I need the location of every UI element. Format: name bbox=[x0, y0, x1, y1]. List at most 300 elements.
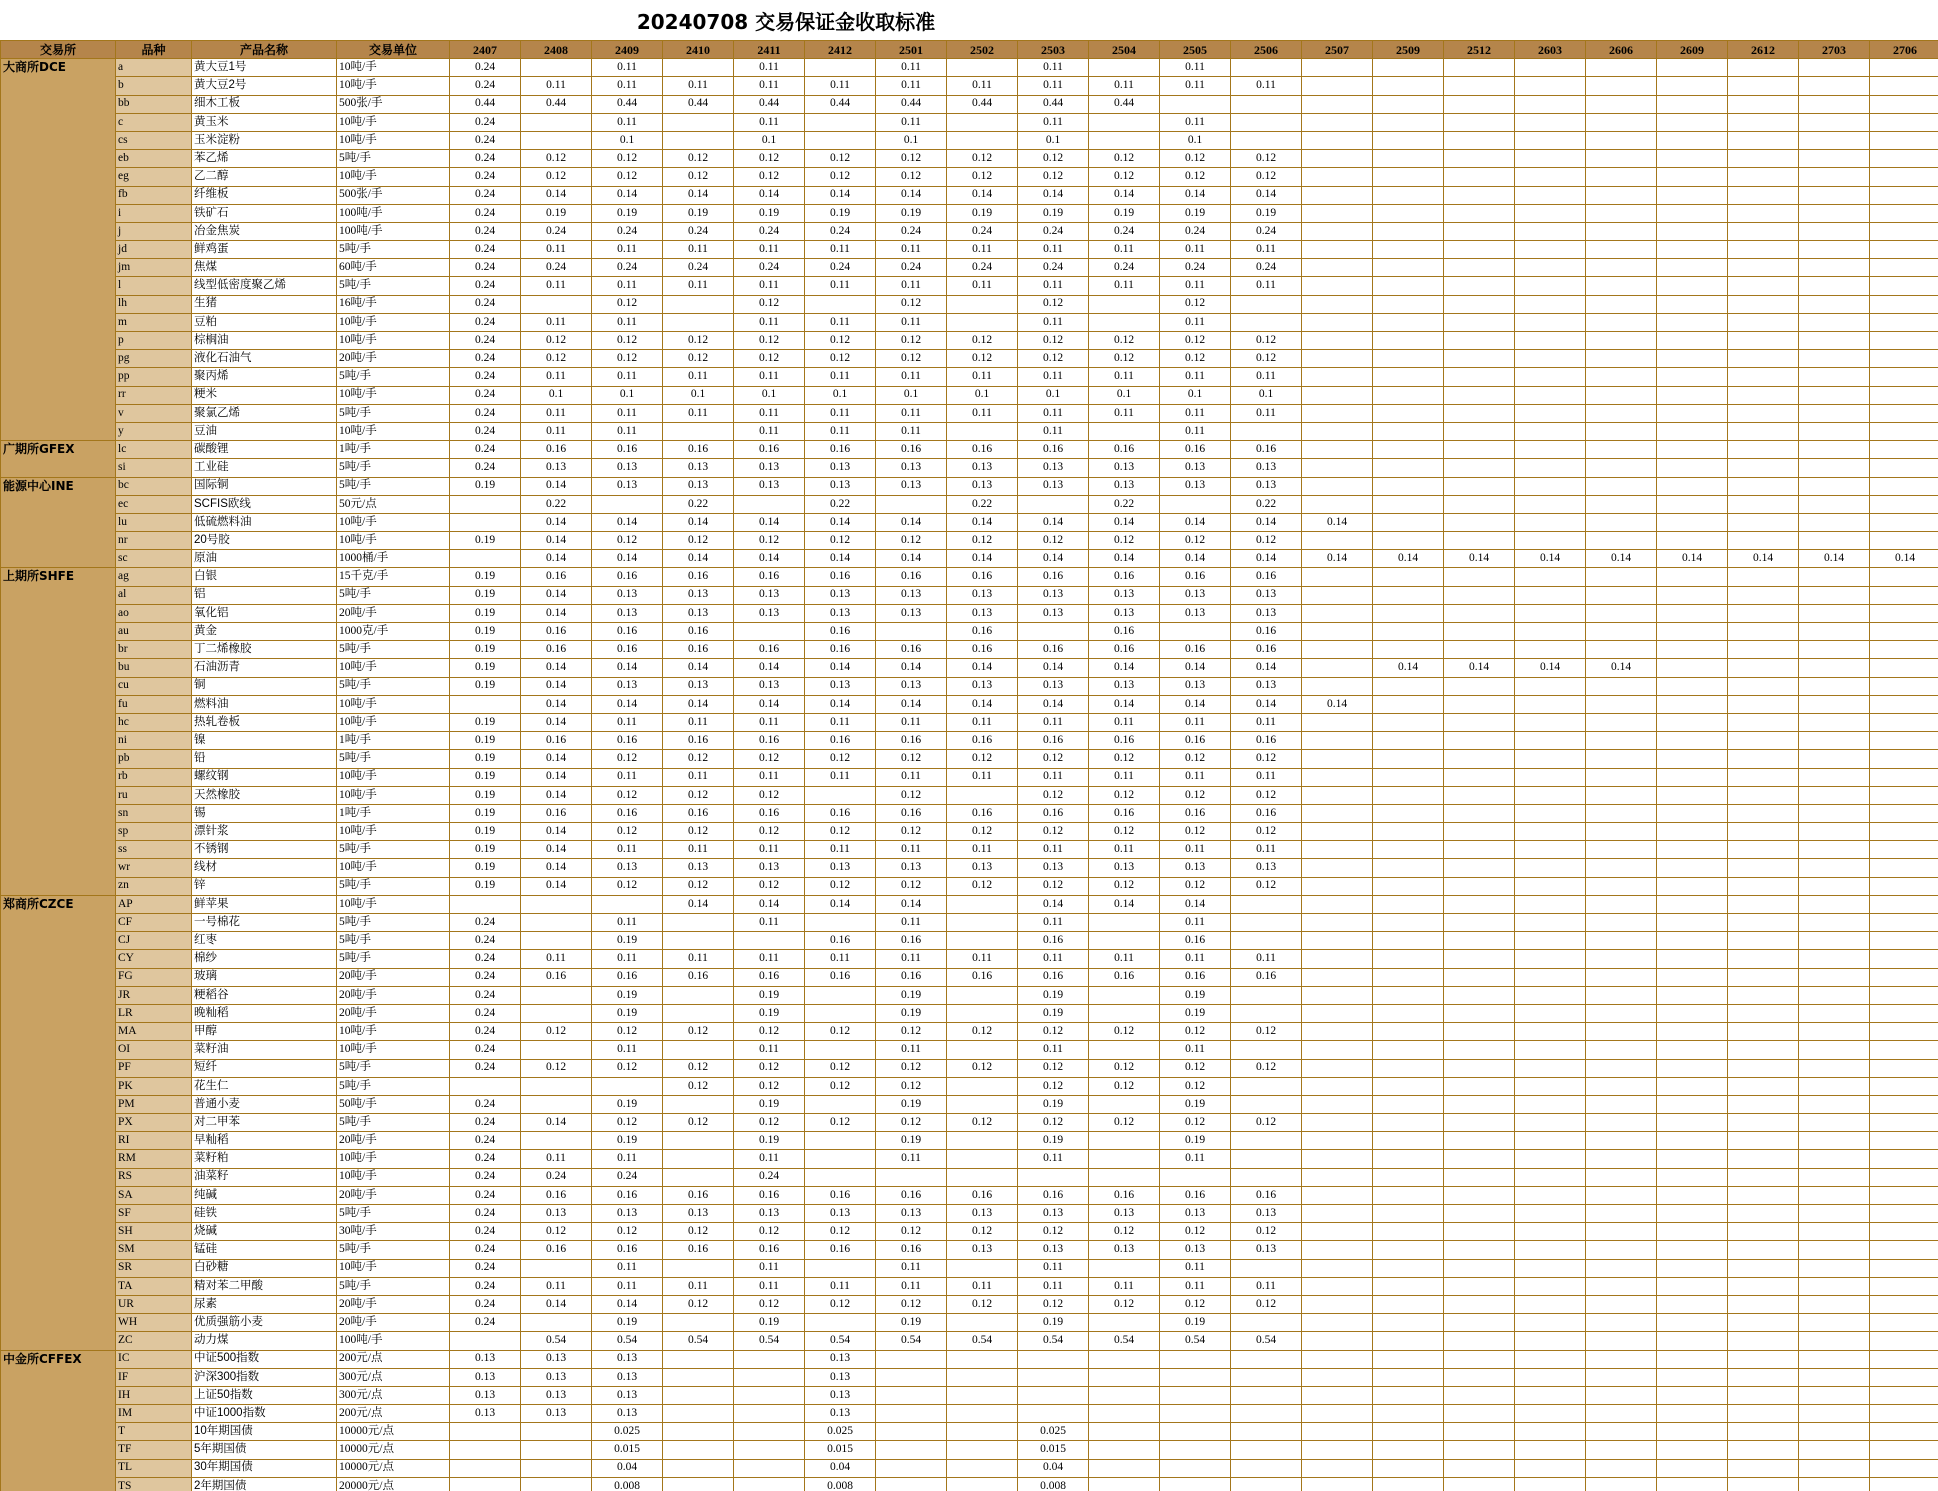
margin-value-cell bbox=[1018, 495, 1089, 513]
margin-value-cell bbox=[876, 1350, 947, 1368]
margin-value-cell bbox=[1160, 1477, 1231, 1491]
product-name-cell: 粳米 bbox=[192, 386, 337, 404]
margin-value-cell: 0.11 bbox=[663, 368, 734, 386]
margin-value-cell bbox=[1799, 1114, 1870, 1132]
margin-value-cell: 0.14 bbox=[1586, 659, 1657, 677]
margin-value-cell: 0.19 bbox=[734, 1004, 805, 1022]
product-name-cell: 纯碱 bbox=[192, 1186, 337, 1204]
margin-value-cell: 0.12 bbox=[1089, 350, 1160, 368]
margin-value-cell: 0.14 bbox=[1444, 550, 1515, 568]
margin-value-cell bbox=[1373, 1059, 1444, 1077]
margin-value-cell: 0.11 bbox=[1018, 1277, 1089, 1295]
margin-value-cell bbox=[1515, 1132, 1586, 1150]
margin-value-cell bbox=[1870, 459, 1938, 477]
margin-value-cell bbox=[1586, 1259, 1657, 1277]
margin-value-cell: 0.14 bbox=[1231, 186, 1302, 204]
margin-value-cell: 0.24 bbox=[521, 259, 592, 277]
margin-value-cell bbox=[1586, 1223, 1657, 1241]
margin-value-cell bbox=[521, 1477, 592, 1491]
margin-value-cell: 0.015 bbox=[805, 1441, 876, 1459]
margin-value-cell: 0.22 bbox=[521, 495, 592, 513]
margin-value-cell: 0.14 bbox=[947, 695, 1018, 713]
margin-value-cell bbox=[1799, 259, 1870, 277]
margin-value-cell bbox=[1799, 859, 1870, 877]
margin-value-cell: 0.11 bbox=[876, 1259, 947, 1277]
margin-value-cell: 0.13 bbox=[592, 1205, 663, 1223]
margin-value-cell: 0.16 bbox=[805, 568, 876, 586]
margin-value-cell bbox=[1728, 750, 1799, 768]
margin-value-cell: 0.12 bbox=[1231, 1059, 1302, 1077]
margin-value-cell: 0.19 bbox=[450, 659, 521, 677]
margin-value-cell bbox=[1302, 641, 1373, 659]
margin-value-cell: 0.11 bbox=[592, 1150, 663, 1168]
margin-value-cell: 0.16 bbox=[947, 568, 1018, 586]
margin-value-cell bbox=[1089, 1441, 1160, 1459]
table-row bbox=[1, 1277, 1938, 1295]
margin-value-cell bbox=[1373, 1205, 1444, 1223]
margin-value-cell bbox=[1657, 859, 1728, 877]
margin-value-cell bbox=[1870, 1441, 1938, 1459]
margin-value-cell bbox=[1444, 932, 1515, 950]
product-name-cell: 豆油 bbox=[192, 422, 337, 440]
margin-value-cell: 0.11 bbox=[1160, 77, 1231, 95]
margin-value-cell bbox=[1373, 1150, 1444, 1168]
margin-value-cell: 0.025 bbox=[1018, 1423, 1089, 1441]
margin-value-cell: 0.12 bbox=[947, 350, 1018, 368]
margin-value-cell bbox=[1444, 168, 1515, 186]
margin-value-cell bbox=[1799, 59, 1870, 77]
margin-value-cell: 0.12 bbox=[1089, 1023, 1160, 1041]
margin-value-cell bbox=[1728, 1004, 1799, 1022]
margin-value-cell: 0.11 bbox=[521, 368, 592, 386]
margin-value-cell: 0.12 bbox=[805, 1114, 876, 1132]
margin-value-cell: 0.16 bbox=[1089, 623, 1160, 641]
margin-value-cell: 0.14 bbox=[1302, 695, 1373, 713]
margin-value-cell bbox=[1444, 1059, 1515, 1077]
margin-value-cell bbox=[663, 131, 734, 149]
margin-value-cell bbox=[1586, 350, 1657, 368]
margin-value-cell: 0.54 bbox=[1160, 1332, 1231, 1350]
margin-value-cell: 0.14 bbox=[1302, 513, 1373, 531]
margin-value-cell bbox=[1302, 1004, 1373, 1022]
margin-value-cell: 0.11 bbox=[1160, 59, 1231, 77]
trade-unit-cell: 20吨/手 bbox=[337, 1314, 450, 1332]
margin-value-cell bbox=[1515, 914, 1586, 932]
margin-value-cell: 0.14 bbox=[521, 659, 592, 677]
margin-value-cell: 0.12 bbox=[947, 1295, 1018, 1313]
margin-value-cell bbox=[1444, 804, 1515, 822]
margin-value-cell bbox=[1373, 113, 1444, 131]
margin-value-cell bbox=[1231, 1386, 1302, 1404]
margin-value-cell: 0.11 bbox=[1089, 277, 1160, 295]
margin-value-cell: 0.12 bbox=[1160, 750, 1231, 768]
margin-value-cell bbox=[1728, 422, 1799, 440]
margin-value-cell bbox=[876, 1168, 947, 1186]
margin-value-cell: 0.11 bbox=[1231, 768, 1302, 786]
margin-value-cell bbox=[1444, 1077, 1515, 1095]
margin-value-cell: 0.11 bbox=[1160, 241, 1231, 259]
margin-value-cell: 0.11 bbox=[734, 59, 805, 77]
variety-code-cell: RS bbox=[116, 1168, 192, 1186]
margin-value-cell: 0.19 bbox=[450, 586, 521, 604]
margin-value-cell bbox=[1870, 1059, 1938, 1077]
page-title: 20240708 交易保证金收取标准 bbox=[636, 9, 936, 34]
margin-value-cell bbox=[1586, 1314, 1657, 1332]
margin-value-cell: 0.13 bbox=[734, 677, 805, 695]
margin-value-cell bbox=[1657, 804, 1728, 822]
margin-value-cell: 0.24 bbox=[450, 1223, 521, 1241]
table-row bbox=[1, 459, 1938, 477]
margin-value-cell bbox=[1728, 968, 1799, 986]
margin-value-cell bbox=[1302, 1114, 1373, 1132]
margin-value-cell: 0.13 bbox=[1018, 477, 1089, 495]
margin-value-cell bbox=[1444, 1041, 1515, 1059]
margin-value-cell: 0.11 bbox=[805, 368, 876, 386]
variety-code-cell: y bbox=[116, 422, 192, 440]
margin-value-cell bbox=[947, 1168, 1018, 1186]
margin-value-cell bbox=[1302, 1059, 1373, 1077]
margin-value-cell bbox=[1515, 1332, 1586, 1350]
margin-value-cell: 0.12 bbox=[805, 1023, 876, 1041]
margin-value-cell: 0.11 bbox=[947, 241, 1018, 259]
margin-value-cell bbox=[1302, 568, 1373, 586]
margin-value-cell: 0.12 bbox=[1231, 1295, 1302, 1313]
margin-value-cell: 0.14 bbox=[592, 186, 663, 204]
product-name-cell: 30年期国债 bbox=[192, 1459, 337, 1477]
margin-value-cell bbox=[1515, 1277, 1586, 1295]
margin-value-cell: 0.11 bbox=[1089, 713, 1160, 731]
margin-value-cell: 0.11 bbox=[592, 113, 663, 131]
margin-value-cell bbox=[1799, 332, 1870, 350]
margin-value-cell: 0.11 bbox=[734, 950, 805, 968]
margin-value-cell bbox=[1089, 1459, 1160, 1477]
margin-value-cell bbox=[1373, 222, 1444, 240]
margin-value-cell: 0.14 bbox=[734, 513, 805, 531]
trade-unit-cell: 10吨/手 bbox=[337, 786, 450, 804]
margin-value-cell: 0.19 bbox=[521, 204, 592, 222]
margin-value-cell bbox=[1586, 1132, 1657, 1150]
margin-value-cell bbox=[1302, 786, 1373, 804]
product-name-cell: 白银 bbox=[192, 568, 337, 586]
margin-value-cell bbox=[1799, 895, 1870, 913]
margin-value-cell bbox=[1302, 404, 1373, 422]
margin-value-cell: 0.12 bbox=[1160, 150, 1231, 168]
margin-value-cell: 0.12 bbox=[1018, 1059, 1089, 1077]
margin-value-cell bbox=[1870, 877, 1938, 895]
margin-value-cell: 0.14 bbox=[1373, 550, 1444, 568]
margin-value-cell bbox=[1870, 823, 1938, 841]
margin-value-cell bbox=[1657, 295, 1728, 313]
margin-value-cell bbox=[1444, 368, 1515, 386]
margin-value-cell: 0.14 bbox=[1231, 695, 1302, 713]
margin-value-cell: 0.12 bbox=[1231, 823, 1302, 841]
variety-code-cell: lu bbox=[116, 513, 192, 531]
margin-value-cell bbox=[1657, 1223, 1728, 1241]
margin-value-cell: 0.12 bbox=[1089, 1295, 1160, 1313]
table-row bbox=[1, 677, 1938, 695]
margin-value-cell: 0.24 bbox=[450, 186, 521, 204]
margin-value-cell bbox=[1728, 1095, 1799, 1113]
margin-value-cell bbox=[734, 495, 805, 513]
margin-value-cell bbox=[1515, 877, 1586, 895]
margin-value-cell: 0.19 bbox=[734, 1132, 805, 1150]
margin-value-cell bbox=[1231, 95, 1302, 113]
margin-value-cell: 0.11 bbox=[1231, 277, 1302, 295]
margin-value-cell bbox=[1586, 750, 1657, 768]
margin-value-cell: 0.19 bbox=[450, 804, 521, 822]
margin-value-cell bbox=[1870, 750, 1938, 768]
product-name-cell: 硅铁 bbox=[192, 1205, 337, 1223]
margin-value-cell bbox=[1586, 259, 1657, 277]
margin-value-cell: 0.24 bbox=[450, 1041, 521, 1059]
margin-value-cell bbox=[1444, 586, 1515, 604]
margin-value-cell: 0.14 bbox=[805, 659, 876, 677]
table-row bbox=[1, 1405, 1938, 1423]
margin-value-cell bbox=[1444, 1368, 1515, 1386]
margin-value-cell bbox=[1586, 1150, 1657, 1168]
margin-value-cell bbox=[1160, 1350, 1231, 1368]
margin-value-cell bbox=[1515, 841, 1586, 859]
margin-value-cell bbox=[1799, 1150, 1870, 1168]
margin-value-cell: 0.11 bbox=[805, 841, 876, 859]
margin-value-cell bbox=[1870, 350, 1938, 368]
margin-value-cell: 0.13 bbox=[1231, 677, 1302, 695]
margin-value-cell: 0.14 bbox=[876, 513, 947, 531]
variety-code-cell: SF bbox=[116, 1205, 192, 1223]
margin-value-cell bbox=[1515, 77, 1586, 95]
margin-value-cell bbox=[521, 1041, 592, 1059]
margin-value-cell bbox=[1657, 1295, 1728, 1313]
margin-value-cell bbox=[1444, 1241, 1515, 1259]
margin-value-cell: 0.24 bbox=[876, 222, 947, 240]
margin-value-cell bbox=[1089, 1041, 1160, 1059]
margin-value-cell: 0.14 bbox=[521, 713, 592, 731]
margin-value-cell bbox=[1870, 804, 1938, 822]
margin-value-cell bbox=[1302, 586, 1373, 604]
product-name-cell: 花生仁 bbox=[192, 1077, 337, 1095]
product-name-cell: 细木工板 bbox=[192, 95, 337, 113]
variety-code-cell: PF bbox=[116, 1059, 192, 1077]
margin-value-cell: 0.19 bbox=[450, 623, 521, 641]
margin-value-cell bbox=[1657, 1004, 1728, 1022]
margin-value-cell bbox=[521, 131, 592, 149]
table-row bbox=[1, 1459, 1938, 1477]
month-column-header: 2502 bbox=[947, 41, 1018, 59]
margin-value-cell bbox=[1728, 1114, 1799, 1132]
margin-value-cell bbox=[450, 495, 521, 513]
margin-value-cell: 0.13 bbox=[876, 459, 947, 477]
margin-value-cell bbox=[1302, 1477, 1373, 1491]
margin-value-cell bbox=[1870, 95, 1938, 113]
variety-code-cell: T bbox=[116, 1423, 192, 1441]
margin-value-cell bbox=[1515, 623, 1586, 641]
margin-value-cell: 0.11 bbox=[592, 404, 663, 422]
margin-value-cell: 0.11 bbox=[1231, 1277, 1302, 1295]
margin-value-cell bbox=[1515, 1386, 1586, 1404]
variety-code-cell: lc bbox=[116, 441, 192, 459]
margin-value-cell: 0.11 bbox=[1018, 768, 1089, 786]
margin-value-cell: 0.54 bbox=[1089, 1332, 1160, 1350]
variety-code-cell: TA bbox=[116, 1277, 192, 1295]
margin-value-cell: 0.16 bbox=[876, 441, 947, 459]
margin-value-cell bbox=[1444, 859, 1515, 877]
margin-value-cell bbox=[1515, 313, 1586, 331]
margin-value-cell: 0.13 bbox=[947, 677, 1018, 695]
margin-value-cell bbox=[947, 295, 1018, 313]
margin-value-cell: 0.13 bbox=[876, 859, 947, 877]
margin-value-cell: 0.19 bbox=[876, 1095, 947, 1113]
margin-value-cell bbox=[1657, 641, 1728, 659]
margin-value-cell: 0.13 bbox=[947, 459, 1018, 477]
margin-value-cell bbox=[1799, 1314, 1870, 1332]
product-name-cell: SCFIS欧线 bbox=[192, 495, 337, 513]
margin-value-cell: 0.12 bbox=[947, 750, 1018, 768]
margin-value-cell bbox=[1657, 1277, 1728, 1295]
margin-value-cell bbox=[1515, 1459, 1586, 1477]
margin-value-cell: 0.11 bbox=[876, 1277, 947, 1295]
margin-value-cell bbox=[663, 1350, 734, 1368]
margin-value-cell: 0.12 bbox=[947, 332, 1018, 350]
margin-value-cell: 0.16 bbox=[947, 441, 1018, 459]
margin-value-cell bbox=[1302, 932, 1373, 950]
margin-value-cell: 0.44 bbox=[947, 95, 1018, 113]
margin-value-cell bbox=[1657, 150, 1728, 168]
margin-value-cell bbox=[1160, 1368, 1231, 1386]
margin-value-cell bbox=[1302, 368, 1373, 386]
margin-value-cell: 0.11 bbox=[663, 768, 734, 786]
margin-value-cell: 0.14 bbox=[1657, 550, 1728, 568]
margin-value-cell bbox=[1870, 204, 1938, 222]
margin-value-cell bbox=[1018, 1405, 1089, 1423]
month-column-header: 2609 bbox=[1657, 41, 1728, 59]
margin-value-cell bbox=[805, 1259, 876, 1277]
margin-value-cell: 0.14 bbox=[1160, 550, 1231, 568]
margin-value-cell: 0.13 bbox=[663, 604, 734, 622]
margin-value-cell bbox=[1799, 1041, 1870, 1059]
margin-value-cell: 0.16 bbox=[876, 641, 947, 659]
margin-value-cell: 0.19 bbox=[592, 1095, 663, 1113]
margin-value-cell: 0.16 bbox=[734, 804, 805, 822]
product-name-cell: 棉纱 bbox=[192, 950, 337, 968]
margin-value-cell: 0.16 bbox=[592, 968, 663, 986]
margin-value-cell: 0.13 bbox=[521, 1386, 592, 1404]
variety-code-cell: SR bbox=[116, 1259, 192, 1277]
margin-value-cell bbox=[1089, 59, 1160, 77]
margin-value-cell bbox=[947, 1077, 1018, 1095]
margin-value-cell: 0.16 bbox=[592, 1241, 663, 1259]
margin-value-cell bbox=[1515, 1095, 1586, 1113]
margin-value-cell bbox=[1444, 495, 1515, 513]
margin-value-cell: 0.14 bbox=[1373, 659, 1444, 677]
margin-value-cell: 0.19 bbox=[1018, 1132, 1089, 1150]
product-name-cell: 20号胶 bbox=[192, 532, 337, 550]
margin-value-cell: 0.19 bbox=[592, 204, 663, 222]
margin-value-cell bbox=[1728, 77, 1799, 95]
margin-value-cell bbox=[1231, 113, 1302, 131]
margin-value-cell: 0.11 bbox=[876, 1150, 947, 1168]
margin-value-cell: 0.11 bbox=[734, 422, 805, 440]
margin-value-cell: 0.11 bbox=[876, 277, 947, 295]
trade-unit-cell: 5吨/手 bbox=[337, 932, 450, 950]
margin-value-cell: 0.12 bbox=[592, 350, 663, 368]
margin-value-cell: 0.11 bbox=[805, 713, 876, 731]
margin-value-cell: 0.11 bbox=[734, 113, 805, 131]
margin-value-cell bbox=[1515, 1295, 1586, 1313]
product-name-cell: 漂针浆 bbox=[192, 823, 337, 841]
margin-value-cell: 0.13 bbox=[663, 586, 734, 604]
margin-value-cell: 0.12 bbox=[876, 877, 947, 895]
margin-value-cell bbox=[1373, 768, 1444, 786]
margin-value-cell bbox=[1728, 1368, 1799, 1386]
margin-value-cell bbox=[1728, 1223, 1799, 1241]
margin-value-cell: 0.12 bbox=[805, 350, 876, 368]
margin-value-cell bbox=[1728, 350, 1799, 368]
margin-value-cell bbox=[1515, 932, 1586, 950]
margin-value-cell bbox=[1373, 1223, 1444, 1241]
margin-value-cell: 0.11 bbox=[1160, 422, 1231, 440]
margin-value-cell bbox=[1373, 259, 1444, 277]
variety-code-cell: PX bbox=[116, 1114, 192, 1132]
margin-value-cell bbox=[1444, 59, 1515, 77]
margin-value-cell bbox=[1515, 1314, 1586, 1332]
margin-value-cell bbox=[1728, 477, 1799, 495]
margin-value-cell bbox=[1302, 1277, 1373, 1295]
column-header: 品种 bbox=[116, 41, 192, 59]
margin-value-cell: 0.11 bbox=[1160, 404, 1231, 422]
margin-value-cell bbox=[663, 1004, 734, 1022]
margin-value-cell bbox=[1657, 204, 1728, 222]
trade-unit-cell: 10吨/手 bbox=[337, 1041, 450, 1059]
margin-value-cell: 0.19 bbox=[1160, 1132, 1231, 1150]
margin-value-cell bbox=[1799, 222, 1870, 240]
margin-value-cell bbox=[1728, 823, 1799, 841]
margin-value-cell: 0.11 bbox=[876, 77, 947, 95]
margin-value-cell bbox=[1728, 1041, 1799, 1059]
product-name-cell: 螺纹钢 bbox=[192, 768, 337, 786]
margin-value-cell bbox=[1657, 1477, 1728, 1491]
variety-code-cell: rr bbox=[116, 386, 192, 404]
margin-value-cell bbox=[1728, 113, 1799, 131]
margin-value-cell bbox=[1373, 350, 1444, 368]
margin-value-cell bbox=[1870, 1223, 1938, 1241]
margin-value-cell bbox=[1515, 277, 1586, 295]
margin-value-cell bbox=[1444, 1423, 1515, 1441]
margin-value-cell: 0.16 bbox=[592, 623, 663, 641]
margin-value-cell bbox=[663, 1423, 734, 1441]
margin-value-cell bbox=[1799, 986, 1870, 1004]
margin-value-cell: 0.12 bbox=[663, 332, 734, 350]
margin-value-cell: 0.11 bbox=[592, 1277, 663, 1295]
margin-value-cell: 0.11 bbox=[734, 1150, 805, 1168]
trade-unit-cell: 5吨/手 bbox=[337, 914, 450, 932]
margin-value-cell: 0.24 bbox=[450, 968, 521, 986]
margin-value-cell bbox=[1657, 131, 1728, 149]
margin-value-cell bbox=[1515, 1150, 1586, 1168]
margin-value-cell: 0.12 bbox=[521, 350, 592, 368]
margin-value-cell bbox=[1373, 695, 1444, 713]
margin-value-cell bbox=[1515, 204, 1586, 222]
margin-value-cell bbox=[1728, 441, 1799, 459]
margin-value-cell bbox=[1870, 1114, 1938, 1132]
margin-value-cell bbox=[1515, 59, 1586, 77]
margin-value-cell bbox=[1586, 313, 1657, 331]
margin-value-cell: 0.12 bbox=[521, 150, 592, 168]
exchange-cell: 中金所CFFEX bbox=[1, 1350, 116, 1491]
margin-value-cell: 0.16 bbox=[1160, 568, 1231, 586]
margin-value-cell: 0.12 bbox=[734, 750, 805, 768]
margin-value-cell bbox=[1657, 1041, 1728, 1059]
margin-value-cell: 0.16 bbox=[1089, 441, 1160, 459]
